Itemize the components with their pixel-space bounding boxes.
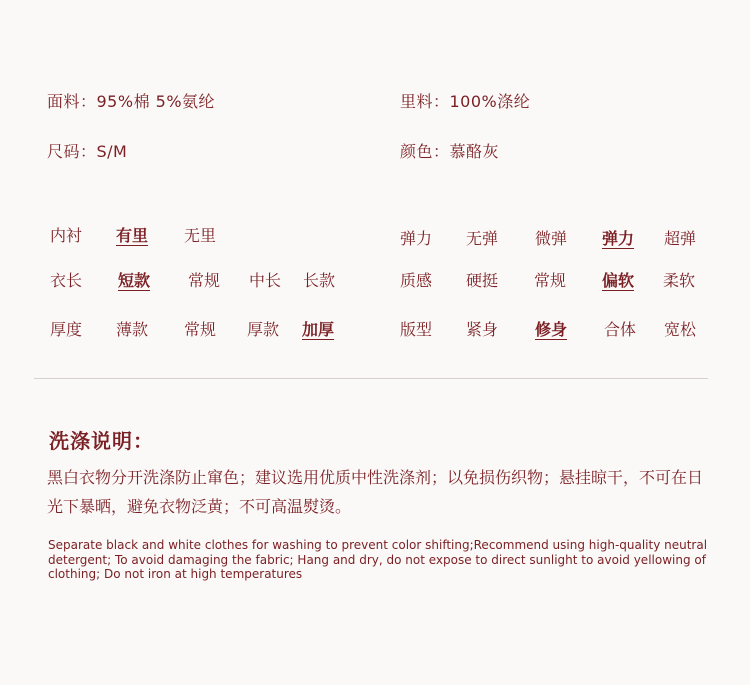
attr-option-elasticity-2: 弹力 xyxy=(602,229,635,248)
attr-label-texture: 质感 xyxy=(400,271,433,290)
attr-label-elasticity: 弹力 xyxy=(400,229,433,248)
attr-option-thickness-3: 加厚 xyxy=(302,320,335,339)
size-spec: 尺码：S/M xyxy=(47,142,128,161)
care-instructions-en: Separate black and white clothes for washing to prevent color shifting;Recommend using high-quality neutral detergent; To avoid damaging the fabric; Hang and dry, do not expose to direct sunlight to avoid yellowing of clothing; Do not iron at high temperatures xyxy=(48,538,708,581)
attr-label-thickness: 厚度 xyxy=(50,320,83,339)
attr-label-fit: 版型 xyxy=(400,320,433,339)
care-title: 洗涤说明： xyxy=(49,429,154,453)
attr-option-lining-0: 有里 xyxy=(116,226,149,245)
care-instructions-cn: 黑白衣物分开洗涤防止窜色；建议选用优质中性洗涤剂；以免损伤织物；悬挂晾干，不可在日光下暴晒，避免衣物泛黄；不可高温熨烫。 xyxy=(47,468,704,516)
attr-option-fit-3: 宽松 xyxy=(664,320,697,339)
attr-label-lining: 内衬 xyxy=(50,226,83,245)
attr-option-fit-2: 合体 xyxy=(604,320,637,339)
attr-option-length-0: 短款 xyxy=(118,271,151,290)
attr-option-elasticity-3: 超弹 xyxy=(664,229,697,248)
attr-option-texture-0: 硬挺 xyxy=(466,271,499,290)
attr-option-texture-2: 偏软 xyxy=(602,271,635,290)
attr-option-length-3: 长款 xyxy=(303,271,336,290)
attr-option-thickness-2: 厚款 xyxy=(247,320,280,339)
attr-option-lining-1: 无里 xyxy=(184,226,217,245)
attr-option-fit-1: 修身 xyxy=(535,320,568,339)
attr-option-texture-3: 柔软 xyxy=(663,271,696,290)
attr-option-elasticity-1: 微弹 xyxy=(535,229,568,248)
attr-option-thickness-0: 薄款 xyxy=(116,320,149,339)
attr-label-length: 衣长 xyxy=(50,271,83,290)
attr-option-length-2: 中长 xyxy=(249,271,282,290)
attr-option-fit-0: 紧身 xyxy=(466,320,499,339)
attr-option-texture-1: 常规 xyxy=(534,271,567,290)
attr-option-length-1: 常规 xyxy=(188,271,221,290)
fabric-spec: 面料：95%棉 5%氨纶 xyxy=(47,92,216,111)
attr-option-elasticity-0: 无弹 xyxy=(466,229,499,248)
lining-spec: 里料：100%涤纶 xyxy=(400,92,531,111)
attr-option-thickness-1: 常规 xyxy=(184,320,217,339)
section-divider xyxy=(34,378,708,379)
color-spec: 颜色：慕酪灰 xyxy=(400,142,500,161)
